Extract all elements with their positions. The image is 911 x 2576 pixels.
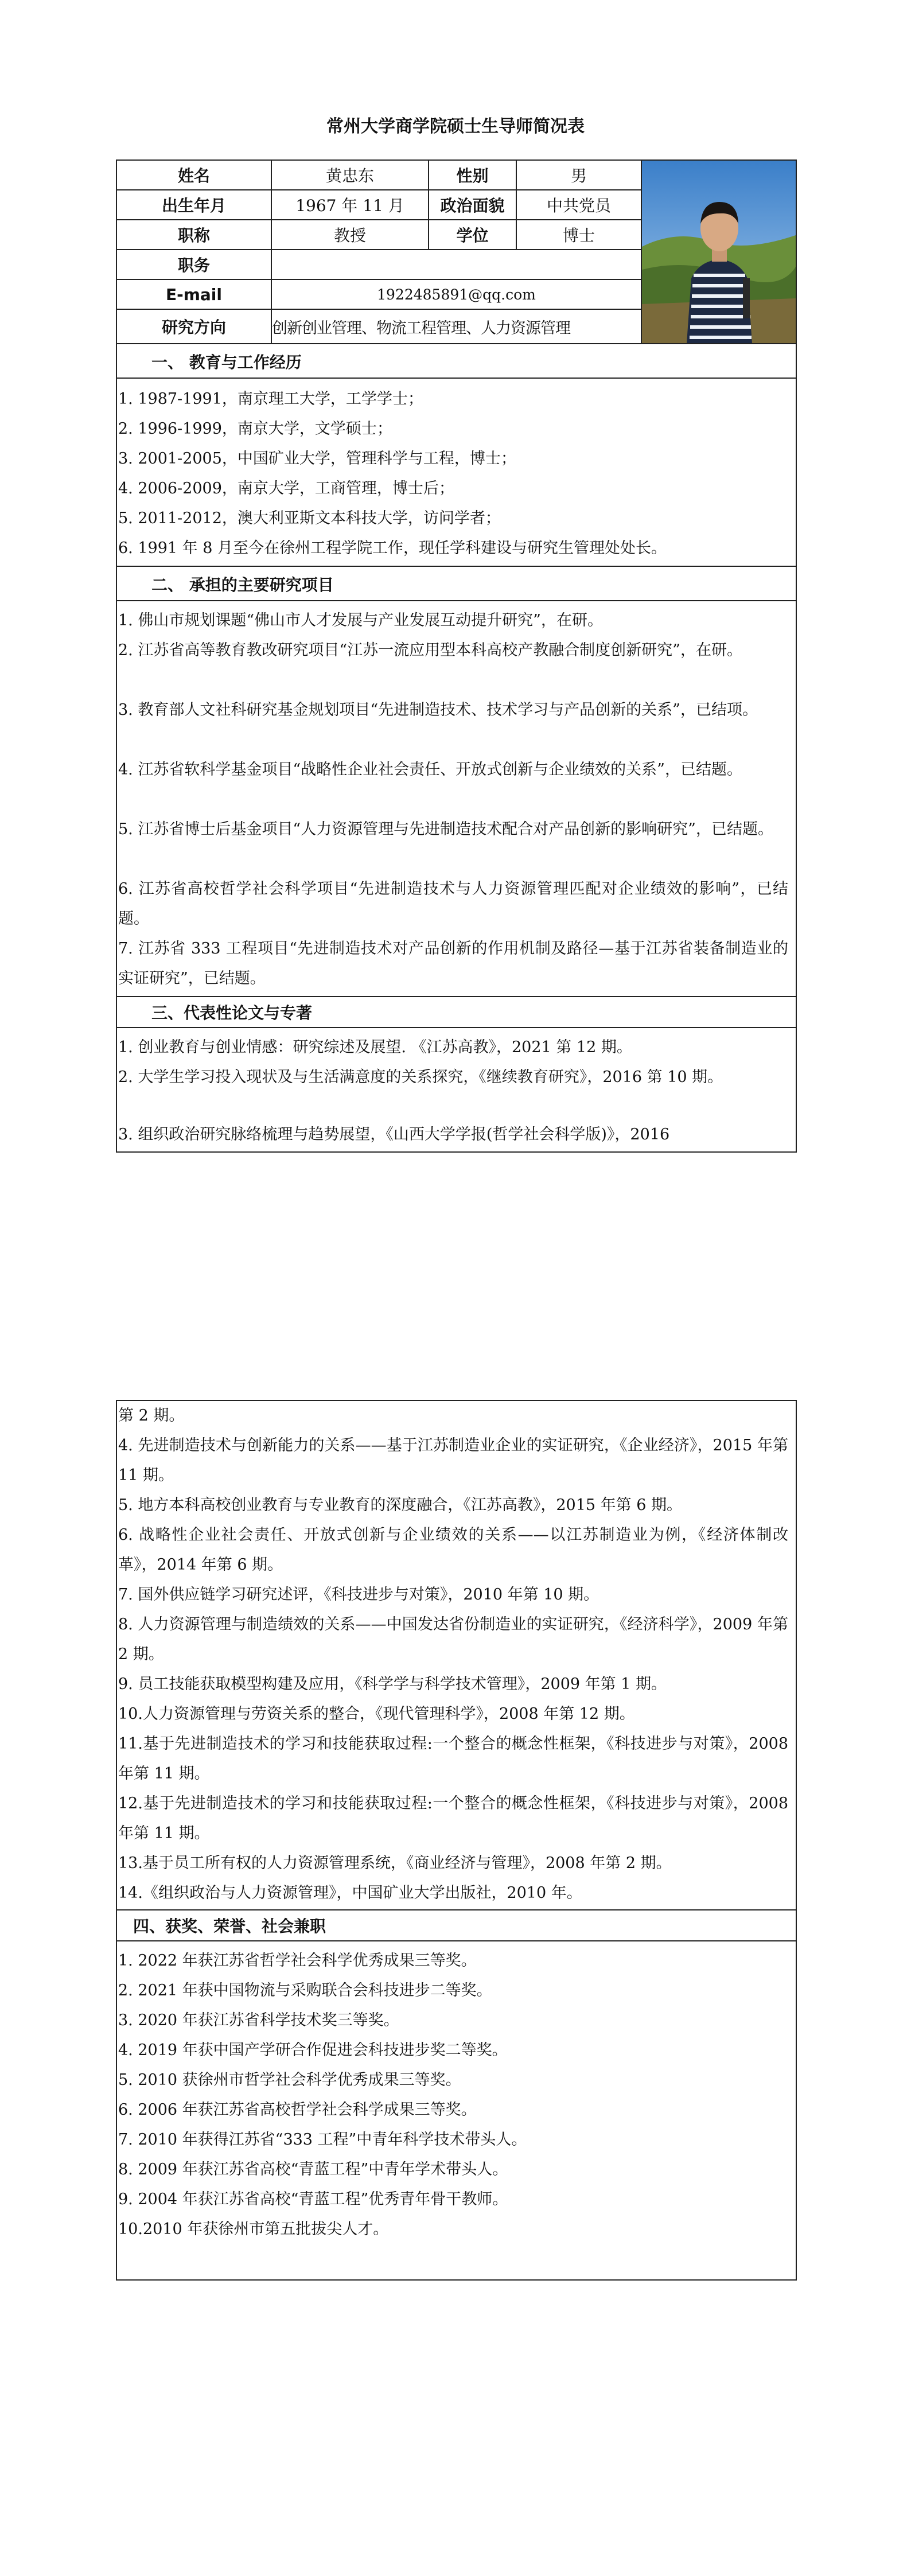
list-item: 7. 江苏省 333 工程项目“先进制造技术对产品创新的作用机制及路径—基于江苏省装备制造业的实证研究”，已结题。 [118,940,788,987]
portrait-photo [642,161,796,343]
list-item: 9. 员工技能获取模型构建及应用，《科学学与科学技术管理》，2009 年第 1 期。 [118,1675,667,1693]
degree-label: 学位 [456,226,489,245]
list-item: 3. 组织政治研究脉络梳理与趋势展望，《山西大学学报(哲学社会科学版)》，2016 [118,1126,670,1143]
list-item: 3. 2001-2005，中国矿业大学，管理科学与工程，博士； [118,450,516,468]
list-item: 2. 2021 年获中国物流与采购联合会科技进步二等奖。 [118,1982,492,1999]
list-item: 3. 教育部人文社科研究基金规划项目“先进制造技术、技术学习与产品创新的关系”，已结项。 [118,701,758,719]
research-label: 研究方向 [161,318,226,337]
list-item: 6. 战略性企业社会责任、开放式创新与企业绩效的关系——以江苏制造业为例，《经济体制改革》，2014 年第 6 期。 [118,1526,788,1574]
list-item: 6. 2006 年获江苏省高校哲学社会科学成果三等奖。 [118,2101,477,2119]
list-item: 2. 大学生学习投入现状及与生活满意度的关系探究，《继续教育研究》，2016 第 10 期。 [118,1068,723,1086]
politics-value: 中共党员 [546,196,611,215]
list-item: 1. 佛山市规划课题“佛山市人才发展与产业发展互动提升研究”，在研。 [118,612,603,629]
section-education-heading: 一、 教育与工作经历 [151,353,302,372]
name-label: 姓名 [177,166,210,185]
list-item: 10.人力资源管理与劳资关系的整合，《现代管理科学》，2008 年第 12 期。 [118,1705,635,1723]
continuation-table [116,1400,797,2281]
name-value: 黄忠东 [325,166,374,185]
birth-value: 1967 年 11 月 [295,196,404,215]
list-item: 8. 2009 年获江苏省高校“青蓝工程”中青年学术带头人。 [118,2161,508,2178]
list-item: 5. 江苏省博士后基金项目“人力资源管理与先进制造技术配合对产品创新的影响研究”，已结题。 [118,820,773,838]
page-title: 常州大学商学院硕士生导师简况表 [326,116,585,137]
list-item: 8. 人力资源管理与制造绩效的关系——中国发达省份制造业的实证研究，《经济科学》，2009 年第 2 期。 [118,1616,788,1663]
list-item: 1. 2022 年获江苏省哲学社会科学优秀成果三等奖。 [118,1952,477,1970]
email-label: E-mail [165,285,222,304]
list-item: 2. 1996-1999，南京大学，文学硕士； [118,420,392,438]
list-item: 4. 2019 年获中国产学研合作促进会科技进步奖二等奖。 [118,2041,508,2059]
list-item: 6. 江苏省高校哲学社会科学项目“先进制造技术与人力资源管理匹配对企业绩效的影响”，已结题。 [118,880,788,928]
list-item: 1. 创业教育与创业情感：研究综述及展望. 《江苏高教》，2021 第 12 期。 [118,1038,632,1056]
rank-label: 职称 [177,226,210,245]
email-value: 1922485891@qq.com [377,286,536,303]
list-item: 13.基于员工所有权的人力资源管理系统，《商业经济与管理》，2008 年第 2 期。 [118,1854,672,1872]
list-item: 9. 2004 年获江苏省高校“青蓝工程”优秀青年骨干教师。 [118,2190,508,2208]
list-item: 7. 国外供应链学习研究述评，《科技进步与对策》，2010 年第 10 期。 [118,1586,599,1604]
list-item: 12.基于先进制造技术的学习和技能获取过程:一个整合的概念性框架，《科技进步与对策》，2008 年第 11 期。 [118,1795,788,1842]
birth-label: 出生年月 [161,196,226,215]
degree-value: 博士 [562,226,595,245]
list-item: 1. 1987-1991，南京理工大学，工学学士； [118,390,423,408]
list-item: 4. 江苏省软科学基金项目“战略性企业社会责任、开放式创新与企业绩效的关系”，已结题。 [118,761,742,779]
list-item: 3. 2020 年获江苏省科学技术奖三等奖。 [118,2011,399,2029]
position-label: 职务 [177,256,210,275]
section-projects-heading: 二、 承担的主要研究项目 [151,575,334,594]
list-item: 5. 2011-2012，澳大利亚斯文本科技大学，访问学者； [118,509,501,527]
list-item: 14.《组织政治与人力资源管理》，中国矿业大学出版社，2010 年。 [118,1884,582,1902]
list-item-continued: 第 2 期。 [118,1407,185,1425]
section-papers-heading: 三、代表性论文与专著 [151,1003,313,1022]
list-item: 7. 2010 年获得江苏省“333 工程”中青年科学技术带头人。 [118,2131,527,2149]
position-value [272,250,641,279]
gender-value: 男 [570,166,587,185]
list-item: 4. 2006-2009，南京大学，工商管理，博士后； [118,480,454,497]
list-item: 10.2010 年获徐州市第五批拔尖人才。 [118,2220,389,2238]
portrait-image [642,161,796,343]
section-awards-heading: 四、获奖、荣誉、社会兼职 [133,1917,326,1936]
list-item: 11.基于先进制造技术的学习和技能获取过程:一个整合的概念性框架，《科技进步与对策》，2008 年第 11 期。 [118,1735,788,1783]
profile-table [116,159,797,1153]
list-item: 6. 1991 年 8 月至今在徐州工程学院工作，现任学科建设与研究生管理处处长。 [118,539,667,557]
research-value: 创新创业管理、物流工程管理、人力资源管理 [272,319,570,337]
list-item: 2. 江苏省高等教育教改研究项目“江苏一流应用型本科高校产教融合制度创新研究”，在研。 [118,641,742,659]
list-item: 5. 2010 获徐州市哲学社会科学优秀成果三等奖。 [118,2071,461,2089]
politics-label: 政治面貌 [440,196,505,215]
rank-value: 教授 [333,226,366,245]
list-item: 5. 地方本科高校创业教育与专业教育的深度融合，《江苏高教》，2015 年第 6 期。 [118,1496,682,1514]
gender-label: 性别 [456,166,489,185]
list-item: 4. 先进制造技术与创新能力的关系——基于江苏制造业企业的实证研究，《企业经济》，2015 年第 11 期。 [118,1437,788,1484]
